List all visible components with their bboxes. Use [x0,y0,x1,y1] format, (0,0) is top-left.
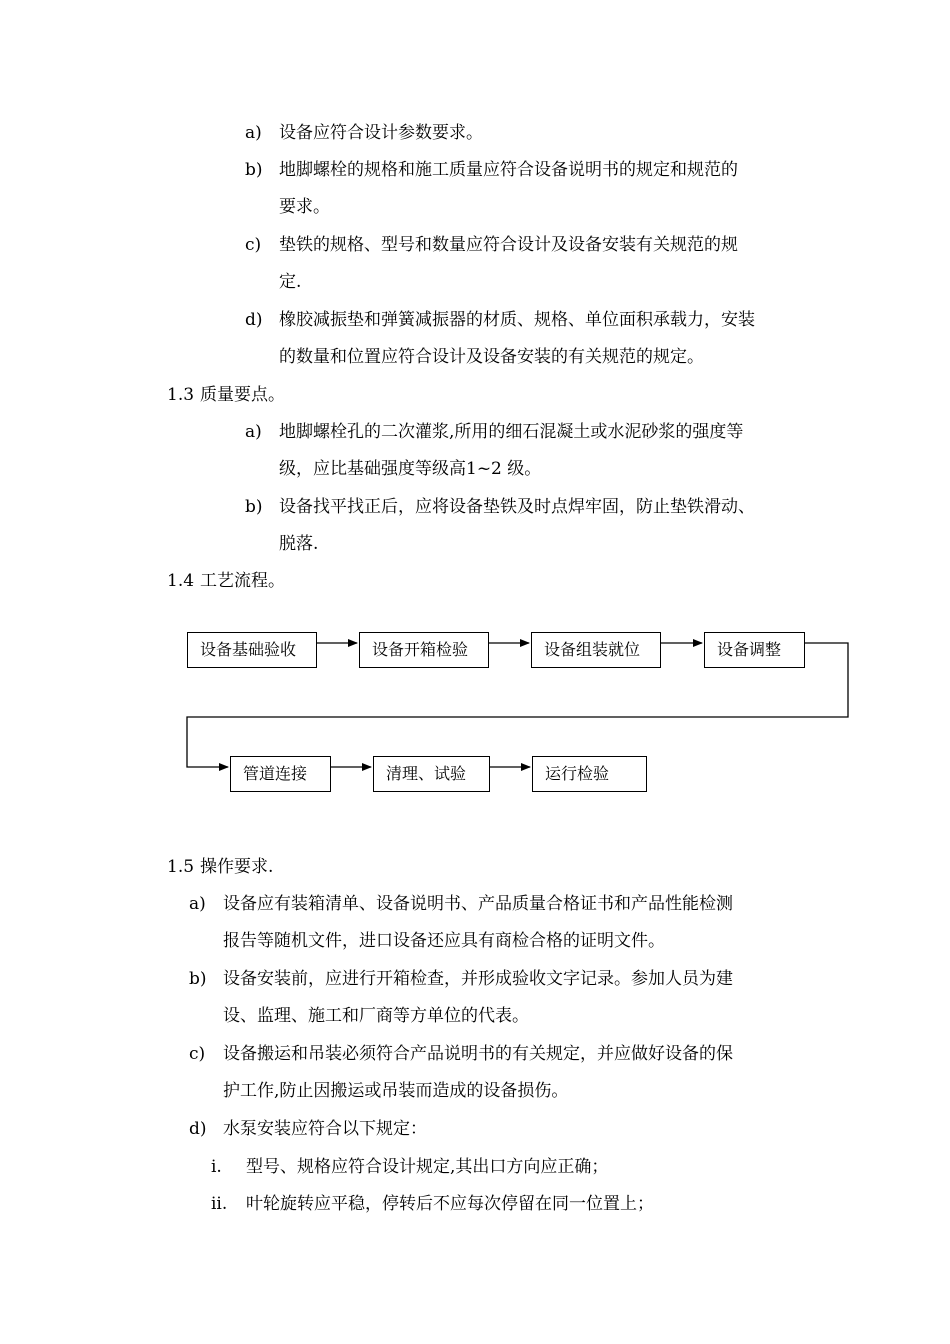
sub-list-item-text: 型号、规格应符合设计规定,其出口方向应正确； [246,1157,609,1177]
list-item-text: 的数量和位置应符合设计及设备安装的有关规范的规定。 [279,347,704,367]
list-item-text: 要求。 [279,197,330,217]
sub-list-item-text: 叶轮旋转应平稳，停转后不应每次停留在同一位置上； [246,1194,654,1214]
list-item-text: 设备应有装箱清单、设备说明书、产品质量合格证书和产品性能检测 [223,894,733,914]
list-marker: d) [189,1119,207,1139]
flow-step-operation-inspection: 运行检验 [532,756,647,792]
section-number: 1.4 [167,571,195,591]
list-item-text: 设、监理、施工和厂商等方单位的代表。 [223,1006,529,1026]
flow-step-assembly-positioning: 设备组装就位 [531,632,661,668]
list-item-text: 水泵安装应符合以下规定： [223,1119,427,1139]
list-item-text: 定. [279,272,302,292]
list-marker: b) [245,497,263,517]
list-marker: c) [245,235,262,255]
list-marker: a) [245,422,262,442]
list-item-text: 设备搬运和吊装必须符合产品说明书的有关规定，并应做好设备的保 [223,1044,733,1064]
list-marker: b) [189,969,207,989]
flow-step-cleaning-testing: 清理、试验 [373,756,490,792]
list-marker: b) [245,160,263,180]
list-item-text: 设备应符合设计参数要求。 [279,123,483,143]
list-marker: a) [245,123,262,143]
list-item-text: 设备找平找正后，应将设备垫铁及时点焊牢固，防止垫铁滑动、 [279,497,755,517]
list-item-text: 脱落. [279,534,319,554]
section-title: 工艺流程。 [200,571,285,591]
list-item-text: 地脚螺栓的规格和施工质量应符合设备说明书的规定和规范的 [279,160,738,180]
list-item-text: 报告等随机文件，进口设备还应具有商检合格的证明文件。 [223,931,665,951]
sub-list-marker: i. [211,1157,222,1177]
flow-step-pipe-connection: 管道连接 [230,756,331,792]
list-item-text: 设备安装前，应进行开箱检查，并形成验收文字记录。参加人员为建 [223,969,733,989]
list-item-text: 橡胶减振垫和弹簧减振器的材质、规格、单位面积承载力，安装 [279,310,755,330]
sub-list-marker: ii. [211,1194,228,1214]
list-item-text: 地脚螺栓孔的二次灌浆,所用的细石混凝土或水泥砂浆的强度等 [279,422,744,442]
section-number: 1.5 [167,857,195,877]
list-item-text: 垫铁的规格、型号和数量应符合设计及设备安装有关规范的规 [279,235,738,255]
list-marker: a) [189,894,206,914]
flow-step-unpacking-inspection: 设备开箱检验 [359,632,489,668]
list-marker: d) [245,310,263,330]
flow-step-adjustment: 设备调整 [704,632,805,668]
section-number: 1.3 [167,385,195,405]
list-item-text: 护工作,防止因搬运或吊装而造成的设备损伤。 [223,1081,569,1101]
flow-step-foundation-acceptance: 设备基础验收 [187,632,317,668]
section-title: 质量要点。 [200,385,285,405]
list-item-text: 级，应比基础强度等级高1~2 级。 [279,459,542,479]
section-title: 操作要求. [200,857,274,877]
list-marker: c) [189,1044,206,1064]
